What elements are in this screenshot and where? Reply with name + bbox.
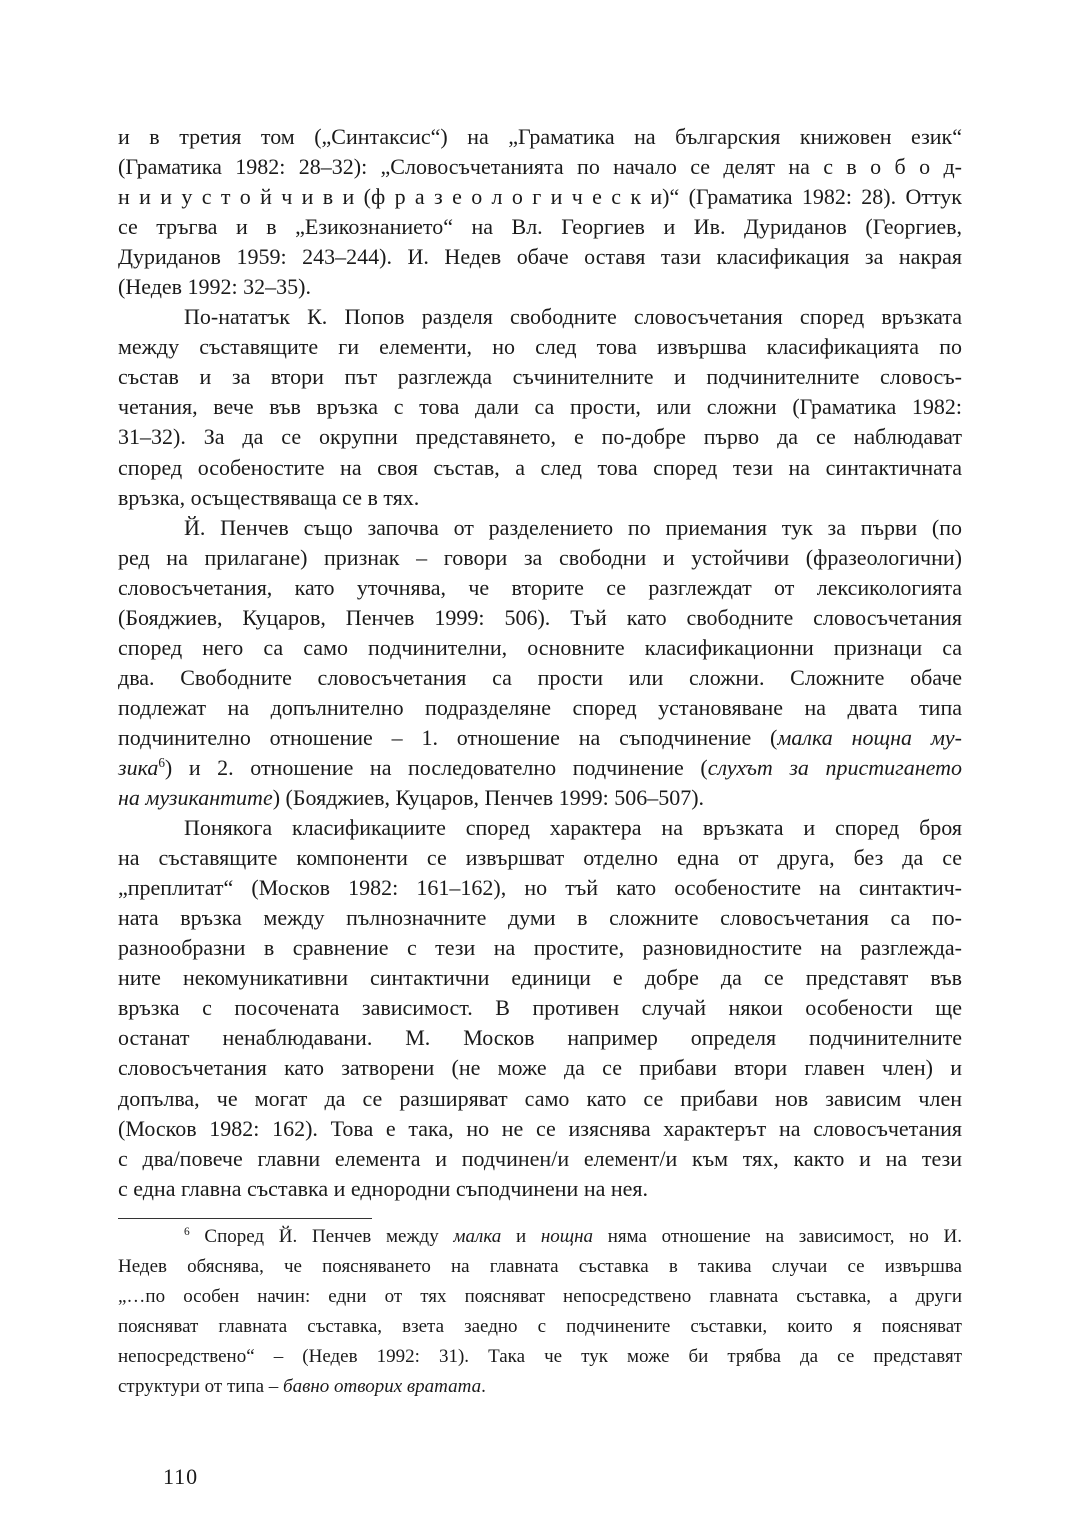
- text-line: [118, 1114, 962, 1144]
- text-line: [118, 573, 962, 603]
- text-line: [118, 843, 962, 873]
- paragraph: [118, 513, 962, 813]
- text-line: [118, 212, 962, 242]
- text-span: ната връзка между пълнозначните думи в сложните словосъчетания са по-: [118, 905, 962, 931]
- text-span: (Недев 1992: 32–35).: [118, 274, 311, 300]
- text-line: [118, 603, 962, 633]
- text-line: [118, 1342, 962, 1372]
- text-span: непосредствено“ – (Недев 1992: 31). Така че тук може би трябва да се представят: [118, 1346, 962, 1367]
- text-line: [118, 272, 962, 302]
- text-line: [118, 182, 962, 212]
- text-span: ) (Бояджиев, Куцаров, Пенчев 1999: 506–507).: [272, 785, 705, 811]
- text-line: [118, 1053, 962, 1083]
- text-line: [118, 242, 962, 272]
- footnote-marker: 6: [158, 755, 165, 771]
- text-line: [118, 783, 962, 813]
- italic-text: малка: [453, 1226, 502, 1247]
- text-line: [118, 392, 962, 422]
- text-span: 31–32). За да се окрупни представянето, е по-добре първо да се наблюдават: [118, 424, 962, 450]
- text-line: [118, 1144, 962, 1174]
- text-line: [118, 1023, 962, 1053]
- text-span: според него са само подчинителни, основните класификационни признаци са: [118, 634, 962, 660]
- text-span: на съставящите компоненти се извършват отделно една от друга, без да се: [118, 845, 962, 871]
- text-line: [118, 1174, 962, 1204]
- text-line: [118, 663, 962, 693]
- text-span: .: [481, 1376, 486, 1397]
- text-line: [118, 1084, 962, 1114]
- text-span: Й. Пенчев също започва от разделението по приемания тук за първи (по: [184, 514, 962, 540]
- italic-text: нощна: [540, 1226, 594, 1247]
- paragraph: [118, 302, 962, 512]
- text-line: [118, 873, 962, 903]
- italic-text: малка нощна му-: [777, 724, 962, 750]
- text-span: (Москов 1982: 162). Това е така, но не се изяснява характерът на словосъчетания: [118, 1115, 962, 1141]
- italic-text: зика: [118, 754, 159, 780]
- text-line: [118, 1312, 962, 1342]
- text-line: [118, 152, 962, 182]
- text-line: [118, 1252, 962, 1282]
- italic-text: слухът за пристигането: [707, 754, 962, 780]
- text-line: [118, 302, 962, 332]
- text-line: [118, 693, 962, 723]
- text-span: словосъчетания като затворени (не може да се прибави втори главен член) и: [118, 1055, 962, 1081]
- text-span: ните некомуникативни синтактични единици е добре да се представят във: [118, 965, 962, 991]
- text-line: [118, 993, 962, 1023]
- footnote-separator: [118, 1218, 372, 1219]
- text-line: [118, 633, 962, 663]
- text-span: няма отношение на зависимост, но И.: [593, 1226, 963, 1247]
- text-span: подлежат на допълнително подразделяне според установяване на двата типа: [118, 694, 962, 720]
- text-span: и: [501, 1226, 541, 1247]
- body-text: [118, 122, 962, 1204]
- text-span: между съставящите ги елементи, но след това извършва класификацията по: [118, 334, 962, 360]
- text-line: [118, 483, 962, 513]
- text-span: състав и за втори път разглежда съчинителните и подчинителните словосъ-: [118, 364, 962, 390]
- text-line: [118, 753, 962, 783]
- text-span: според особеностите на своя състав, а след това според тези на синтактичната: [118, 454, 962, 480]
- text-span: се тръгва и в „Езикознанието“ на Вл. Георгиев и Ив. Дуриданов (Георгиев,: [118, 214, 962, 240]
- text-line: [118, 362, 962, 392]
- text-span: структури от типа –: [118, 1376, 284, 1397]
- text-span: (Бояджиев, Куцаров, Пенчев 1999: 506). Тъй като свободните словосъчетания: [118, 604, 962, 630]
- text-line: [118, 933, 962, 963]
- text-span: връзка с посочената зависимост. В противен случай някои особености ще: [118, 995, 962, 1021]
- text-span: Недев обяснява, че поясняването на главната съставка в такива случаи се извършва: [118, 1256, 962, 1277]
- text-line: [118, 1222, 962, 1252]
- paragraph: [118, 122, 962, 302]
- paragraph: [118, 813, 962, 1204]
- text-span: с една главна съставка и еднородни съподчинени на нея.: [118, 1175, 649, 1201]
- text-span: четания, вече във връзка с това дали са прости, или сложни (Граматика 1982:: [118, 394, 962, 420]
- text-span: Понякога класификациите според характера на връзката и според броя: [184, 815, 962, 841]
- text-span: поясняват главната съставка, взета заедно с подчинените съставки, които я поясняват: [118, 1316, 962, 1337]
- text-span: Според Й. Пенчев между: [189, 1226, 454, 1247]
- text-line: [118, 543, 962, 573]
- text-line: [118, 1282, 962, 1312]
- text-span: (Граматика 1982: 28–32): „Словосъчетанията по начало се делят на с в о б о д-: [118, 154, 962, 180]
- text-span: два. Свободните словосъчетания са прости или сложни. Сложните обаче: [118, 664, 962, 690]
- text-span: ) и 2. отношение на последователно подчинение (: [164, 754, 708, 780]
- italic-text: на музикантите: [118, 785, 273, 811]
- text-span: с два/повече главни елемента и подчинен/и елемент/и към тях, както и на тези: [118, 1145, 962, 1171]
- text-span: подчинително отношение – 1. отношение на съподчинение (: [118, 724, 778, 750]
- text-span: н и и у с т о й ч и в и (ф р а з е о л о г и ч е с к и)“ (Граматика 1982: 28). Оттук: [118, 184, 962, 210]
- footnote: [118, 1222, 962, 1402]
- text-line: [118, 122, 962, 152]
- italic-text: бавно отворих вратата: [283, 1376, 482, 1397]
- footnotes: [118, 1222, 962, 1402]
- text-span: връзка, осъществяваща се в тях.: [118, 484, 420, 510]
- text-line: [118, 513, 962, 543]
- text-span: ред на прилагане) признак – говори за свободни и устойчиви (фразеологични): [118, 544, 962, 570]
- text-line: [118, 903, 962, 933]
- text-line: [118, 723, 962, 753]
- text-span: и в третия том („Синтаксис“) на „Граматика на българския книжовен език“: [118, 124, 962, 149]
- text-span: допълва, че могат да се разширяват само като се прибави нов зависим член: [118, 1085, 962, 1111]
- text-span: останат ненаблюдавани. М. Москов например определя подчинителните: [118, 1025, 962, 1051]
- text-span: По-нататък К. Попов разделя свободните словосъчетания според връзката: [184, 304, 962, 330]
- text-line: [118, 1372, 962, 1402]
- page-number: 110: [163, 1464, 199, 1489]
- text-span: словосъчетания, като уточнява, че вторите се разглеждат от лексикологията: [118, 574, 962, 600]
- text-line: [118, 813, 962, 843]
- text-line: [118, 453, 962, 483]
- text-line: [118, 332, 962, 362]
- text-span: Дуриданов 1959: 243–244). И. Недев обаче оставя тази класификация за накрая: [118, 244, 962, 270]
- text-span: „преплитат“ (Москов 1982: 161–162), но тъй като особеностите на синтактич-: [118, 875, 962, 901]
- text-span: разнообразни в сравнение с тези на простите, разновидностите на разглежда-: [118, 935, 962, 961]
- text-line: [118, 422, 962, 452]
- text-line: [118, 963, 962, 993]
- text-span: „…по особен начин: едни от тях поясняват непосредствено главната съставка, а други: [118, 1286, 962, 1307]
- footnote-marker: 6: [184, 1226, 190, 1239]
